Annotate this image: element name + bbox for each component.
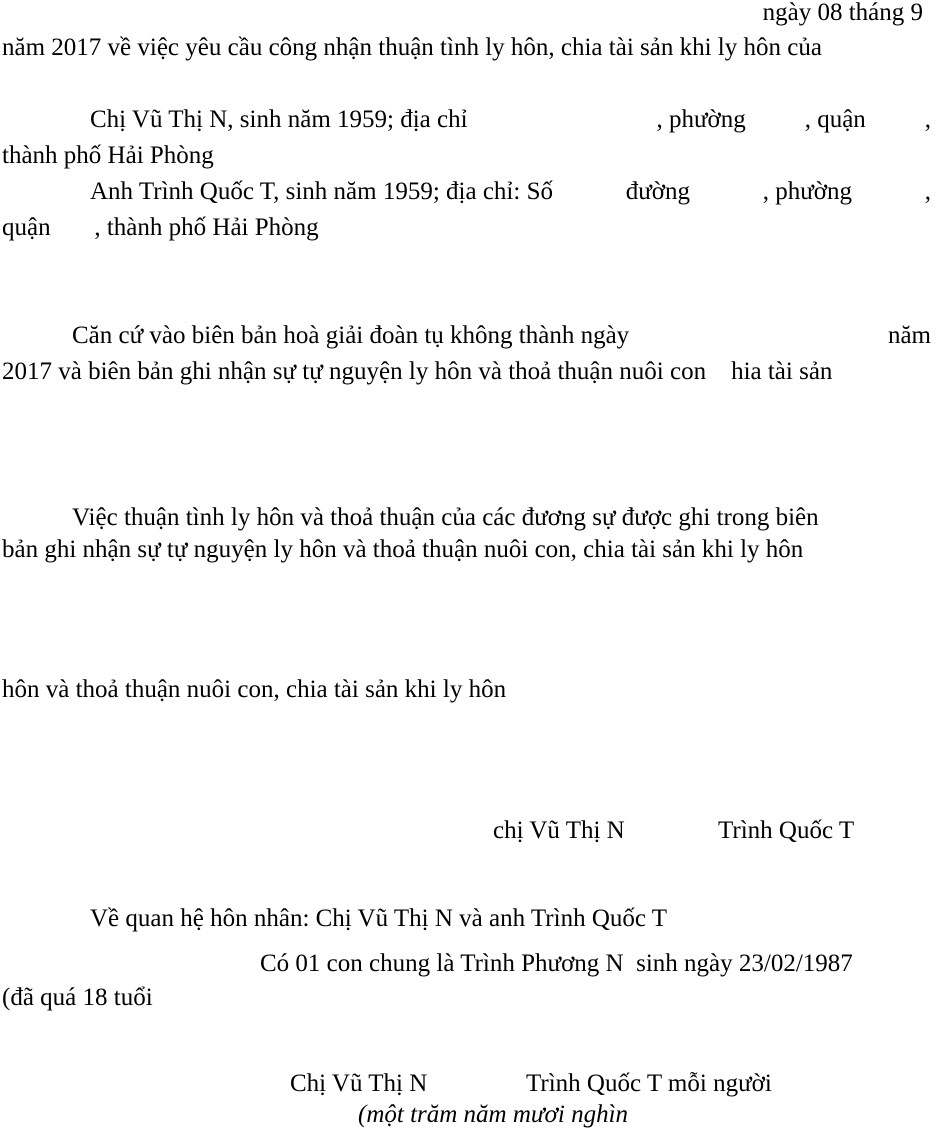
cost-name-a: Chị Vũ Thị N	[290, 1070, 428, 1097]
party2-text-d: ,	[924, 178, 931, 205]
marriage-line: Về quan hệ hôn nhân: Chị Vũ Thị N và anh Trình Quốc T	[90, 905, 668, 932]
cost-amount: (một trăm năm mươi nghìn	[358, 1101, 629, 1128]
basis-text-b: năm	[887, 322, 931, 349]
party1-text-b: , phường	[656, 106, 746, 133]
party2-line1	[90, 179, 931, 204]
basis-text-a: Căn cứ vào biên bản hoà giải đoàn tụ không thành ngày	[72, 322, 630, 349]
child-line2: (đã quá 18 tuổi	[2, 984, 153, 1011]
record-line2: bản ghi nhận sự tự nguyện ly hôn và thoả thuận nuôi con, chia tài sản khi ly hôn	[2, 536, 804, 563]
party1-text-d: ,	[924, 106, 931, 133]
subject-line: năm 2017 về việc yêu cầu công nhận thuận tình ly hôn, chia tài sản khi ly hôn của	[2, 34, 822, 61]
name-a: chị Vũ Thị N	[493, 817, 625, 844]
party2-text-a: Anh Trình Quốc T, sinh năm 1959; địa chỉ: Số	[90, 178, 553, 205]
name-b: Trình Quốc T	[718, 817, 855, 844]
child-line1: Có 01 con chung là Trình Phương N sinh ngày 23/02/1987	[260, 950, 853, 977]
party1-text-a: Chị Vũ Thị N, sinh năm 1959; địa chỉ	[90, 106, 468, 133]
cost-name-b: Trình Quốc T mỗi người	[526, 1070, 772, 1097]
party1-line2: thành phố Hải Phòng	[2, 142, 214, 169]
party2-line2: quận , thành phố Hải Phòng	[2, 214, 319, 241]
party1-text-c: , quận	[804, 106, 866, 133]
basis-line1	[72, 323, 931, 348]
basis-line2: 2017 và biên bản ghi nhận sự tự nguyện ly hôn và thoả thuận nuôi con hia tài sản	[2, 358, 833, 385]
party1-line1	[90, 107, 931, 132]
header-date: ngày 08 tháng 9	[762, 0, 923, 26]
record-line1: Việc thuận tình ly hôn và thoả thuận của các đương sự được ghi trong biên	[72, 504, 819, 531]
party2-text-c: , phường	[762, 178, 853, 205]
party2-text-b: đường	[625, 178, 690, 205]
fragment-line: hôn và thoả thuận nuôi con, chia tài sản khi ly hôn	[2, 676, 507, 703]
